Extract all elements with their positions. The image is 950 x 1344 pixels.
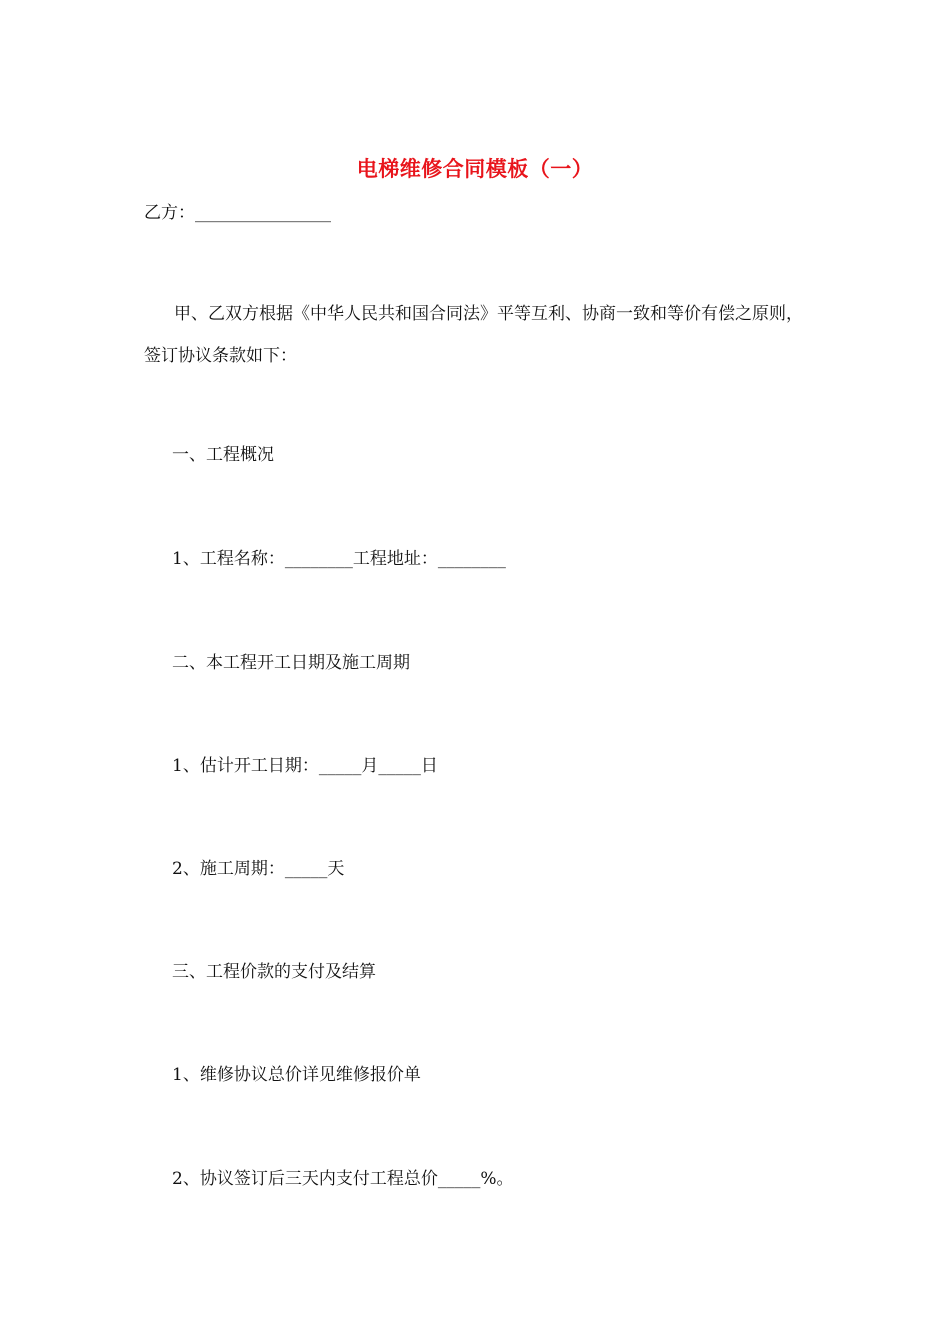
section-2-heading: 二、本工程开工日期及施工周期 [172, 653, 410, 673]
document-title: 电梯维修合同模板（一） [356, 156, 594, 181]
section-1-heading: 一、工程概况 [172, 445, 274, 465]
intro-paragraph: 甲、乙双方根据《中华人民共和国合同法》平等互利、协商一致和等价有偿之原则，签订协议条款如下： [144, 304, 803, 366]
section-3-item-1: 1、维修协议总价详见维修报价单 [172, 1065, 421, 1085]
section-3-item-2: 2、协议签订后三天内支付工程总价_____%。 [172, 1169, 514, 1189]
section-3-heading: 三、工程价款的支付及结算 [172, 962, 376, 982]
party-b-line: 乙方：________________ [144, 203, 331, 223]
section-2-item-1: 1、估计开工日期：_____月_____日 [172, 756, 438, 776]
section-2-item-2: 2、施工周期：_____天 [172, 859, 345, 879]
section-1-item-1: 1、工程名称：________工程地址：________ [172, 549, 506, 569]
